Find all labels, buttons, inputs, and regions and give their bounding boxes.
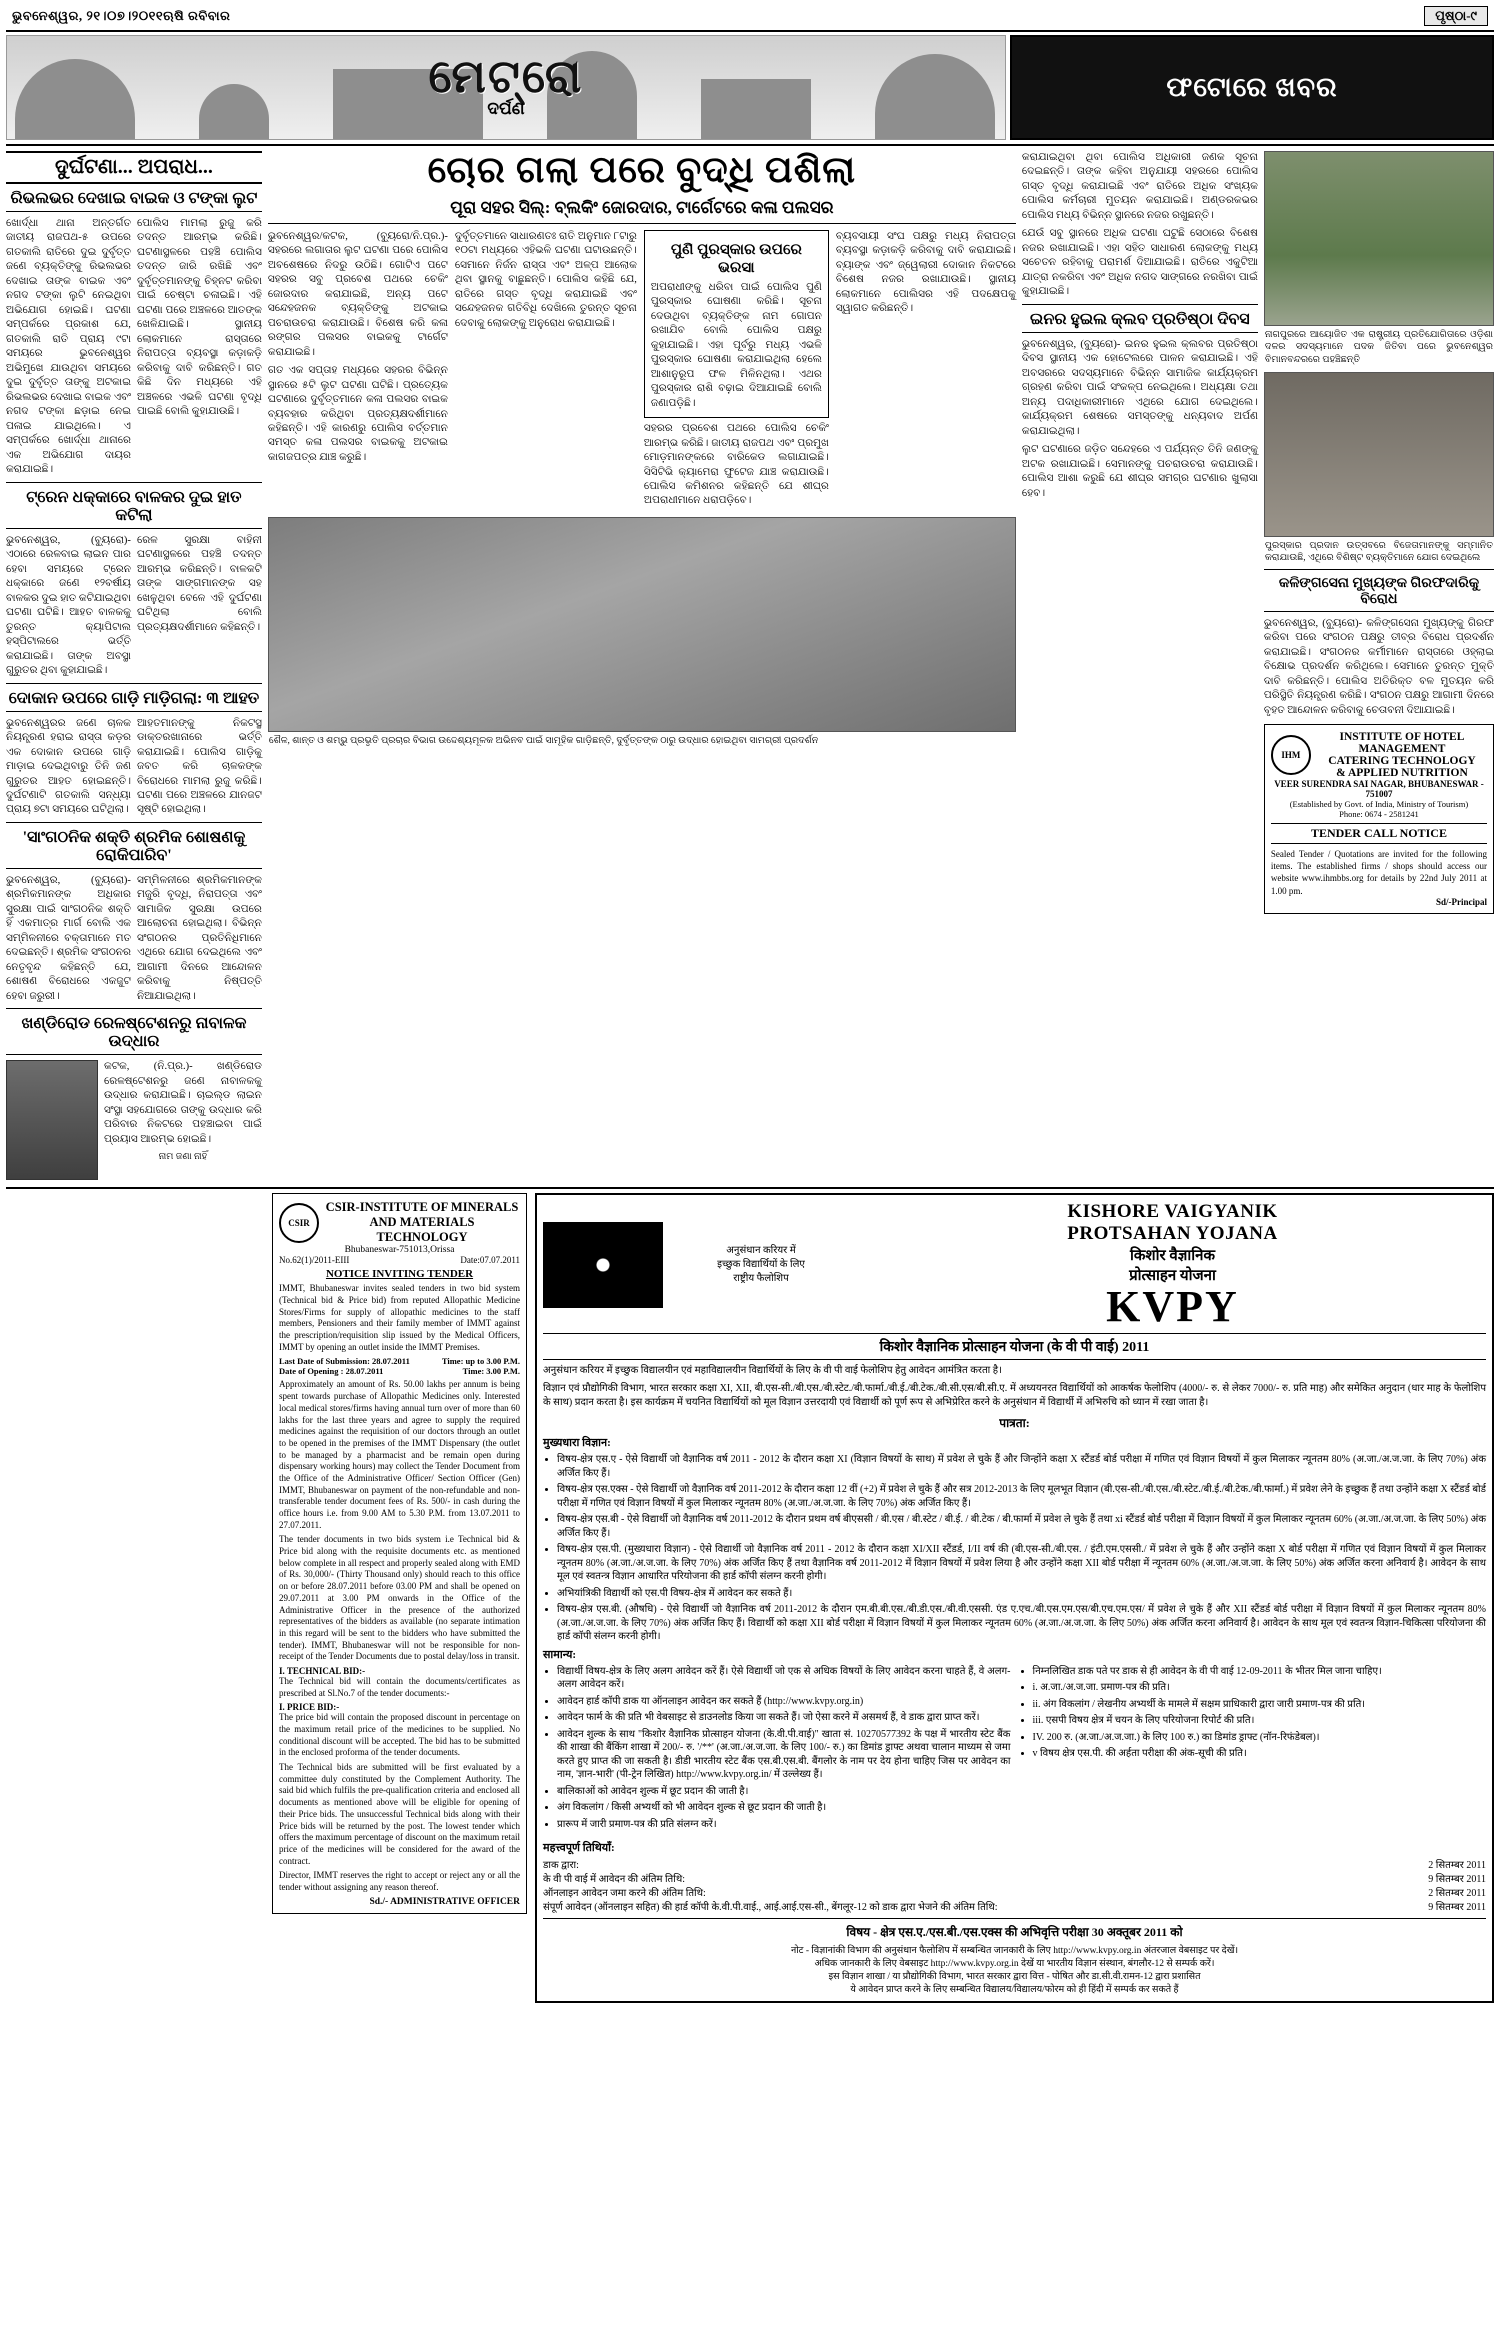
csir-address: Bhubaneswar-751013,Orissa xyxy=(344,1245,455,1256)
story-minor-rescue: କଟକ, (ନି.ପ୍ର.)- ଖଣ୍ଡିରୋଡ ରେଳଷ୍ଟେଶନରୁ ଜଣେ ନାବାଳକକୁ ଉଦ୍ଧାର କରାଯାଇଛି। ଚାଇଲ୍ଡ ଲାଇନ ସଂସ୍ଥା ସହଯୋଗରେ ତାଙ୍କୁ ଉଦ୍ଧାର କରି ପରିବାର ନିକଟରେ ପହଞ୍ଚାଇବା ପାଇଁ ପ୍ରୟାସ ଆରମ୍ଭ ହୋଇଛି। xyxy=(104,1061,262,1145)
kvpy-dept-text xyxy=(671,1244,851,1286)
csir-logo-icon: CSIR xyxy=(279,1203,319,1243)
story-labour-part1: ଭୁବନେଶ୍ୱର, (ବ୍ୟୁରୋ)- ଶ୍ରମିକମାନଙ୍କ ଅଧିକାର ସୁରକ୍ଷା ପାଇଁ ସାଂଗଠନିକ ଶକ୍ତି ହିଁ ଏକମାତ୍ର ମାର୍ଗ ବୋଲି ଏକ ସମ୍ମିଳନୀରେ ବକ୍ତାମାନେ ମତ ଦେଇଛନ୍ତି। ଶ୍ରମିକ ସଂଗଠନର ନେତୃବୃନ୍ଦ କହିଛନ୍ତି ଯେ, ଶୋଷଣ ବିରୋଧରେ ଏକଜୁଟ ହେବା ଜରୁରୀ। xyxy=(6,874,131,1002)
award-ceremony-photo xyxy=(1264,372,1494,537)
kvpy-star-icon xyxy=(543,1222,663,1308)
column-right xyxy=(1264,151,1494,914)
csir-price-bid-text: The price bid will contain the proposed discount in percentage on the maximum retail price of the medicines to be supplied. No conditional discount will be accepted. The bid has to be submitted in the enclosed proforma of the tender documents. xyxy=(279,1712,520,1758)
continued-story-top: କରାଯାଇଥିବା ଥିବା ପୋଲିସ ଅଧିକାରୀ ଜଣକ ସୂଚନା ଦେଇଛନ୍ତି। ତାଙ୍କ କହିବା ଅନୁଯାୟୀ ସହରରେ ପୋଲିସ ଗସ୍ତ ବୃଦ୍ଧି କରାଯାଇଛି ଏବଂ ରାତିରେ ଅଧିକ ସଂଖ୍ୟକ ପୋଲିସ କର୍ମଚାରୀ ମୁତୟନ କରାଯାଇଛି। ଅଣ୍ଡରକଭର ପୋଲିସ ମଧ୍ୟ ବିଭିନ୍ନ ସ୍ଥାନରେ ନଜର ରଖୁଛନ୍ତି। xyxy=(1021,152,1258,221)
kvpy-dept-line2: इच्छुक विद्यार्थियों के लिए xyxy=(717,1259,805,1271)
bottom-ad-row xyxy=(6,1193,1494,2003)
kvpy-footer-exam-date: विषय - क्षेत्र एस.ए./एस.बी./एस.एक्स की अभिवृत्ति परीक्षा 30 अक्तूबर 2011 को xyxy=(543,1918,1486,1940)
continued-story-bottom: ଲୁଟ ଘଟଣାରେ ଜଡ଼ିତ ସନ୍ଦେହରେ ଏ ପର୍ଯ୍ୟନ୍ତ ତିନି ଜଣଙ୍କୁ ଅଟକ ରଖାଯାଇଛି। ସେମାନଙ୍କୁ ପଚରାଉଚରା କରାଯାଉଛି। ପୋଲିସ ଆଶା କରୁଛି ଯେ ଶୀଘ୍ର ସମଗ୍ର ଘଟଣାର ଖୁଲାସା ହେବ। xyxy=(1021,444,1258,499)
list-item: • v विषय क्षेत्र एस.पी. की अर्हता परीक्षा की अंक-सूची की प्रति। xyxy=(1033,1747,1487,1761)
headline-robbery: ରିଭଲଭର ଦେଖାଇ ବାଇକ ଓ ଟଙ୍କା ଲୁଟ xyxy=(6,190,262,212)
list-item: • अभियांत्रिकी विद्यार्थी को एस.पी विषय-क्षेत्र में आवेदन कर सकते हैं। xyxy=(557,1587,1486,1601)
ihm-phone: Phone: 0674 - 2581241 xyxy=(1339,809,1419,820)
csir-immt-tender-ad xyxy=(272,1193,527,1913)
headline-shop-crash: ଦୋକାନ ଉପରେ ଗାଡ଼ି ମାଡ଼ିଗଲା: ୩ ଆହତ xyxy=(6,690,262,712)
crime-section-title: ଦୁର୍ଘଟଣା... ଅପରାଧ... xyxy=(6,151,262,184)
photo-name-label: ନାମ ଜଣା ନାହିଁ xyxy=(158,1152,208,1163)
kvpy-title-en2: PROTSAHAN YOJANA xyxy=(1067,1223,1278,1245)
kvpy-general-list xyxy=(557,1665,1011,1835)
kvpy-dept-line3: राष्ट्रीय फैलोशिप xyxy=(733,1273,789,1285)
list-item: • ii. अंग विकलांग / लेखनीय अभ्यर्थी के मामले में सक्षम प्राधिकारी द्वारा जारी प्रमाण-पत्र की प्रति। xyxy=(1033,1698,1487,1712)
csir-para2: Approximately an amount of Rs. 50.00 lakhs per annum is being spent towards purchase of Allopathic Medicines only. Interested local medical stores/firms having annual turn over of more than 60 lakhs for the last three years and agree to supply the required medicines against the requisition of our doctors through an outlet to be opened in the premises of the IMMT Dispensary (the outlet to be managed by a pharmacist and be remain open during dispensary working hours) may collect the Tender Document from the Office of the Administrative Officer/ Section Officer (Gen) IMMT, Bhubaneswar on payment of the non-refundable and non-transferable tender document fees of Rs. 500/- in cash during the office hours i.e. from 9.00 AM to 5.30 P.M. from 13.07.2011 to 27.07.2011. xyxy=(279,1379,520,1530)
csir-signature: Sd./- ADMINISTRATIVE OFFICER xyxy=(369,1896,520,1907)
list-item: • विषय-क्षेत्र एस.ए - ऐसे विद्यार्थी जो वैज्ञानिक वर्ष 2011 - 2012 के दौरान कक्षा XI (विज्ञान विषयों के साथ) में प्रवेश ले चुके हैं और जिन्होंने कक्षा X स्टैंडर्ड बोर्ड परीक्षा में गणित एवं विज्ञान विषयों में कुल मिलाकर न्यूनतम 80% (अ.जा./अ.ज.जा. के लिए 70%) अंक अर्जित किए हैं। xyxy=(557,1453,1486,1480)
kvpy-intro: अनुसंधान करियर में इच्छुक विद्यालयीन एवं महाविद्यालयीन विद्यार्थियों के लिए के वी पी वाई फेलोशिप हेतु आवेदन आमंत्रित करता है। xyxy=(543,1365,1002,1377)
story-inner-wheel: ଭୁବନେଶ୍ୱର, (ବ୍ୟୁରୋ)- ଇନର ହୁଇଲ କ୍ଲବର ପ୍ରତିଷ୍ଠା ଦିବସ ସ୍ଥାନୀୟ ଏକ ହୋଟେଲରେ ପାଳନ କରାଯାଇଛି। ଏହି ଅବସରରେ ସଦସ୍ୟମାନେ ବିଭିନ୍ନ ସାମାଜିକ କାର୍ଯ୍ୟକ୍ରମ ଗ୍ରହଣ କରିବା ପାଇଁ ସଂକଳ୍ପ ନେଇଥିଲେ। ଅଧ୍ୟକ୍ଷା ତଥା ଅନ୍ୟ ପଦାଧିକାରୀମାନେ ଏଥିରେ ଯୋଗ ଦେଇଥିଲେ। କାର୍ଯ୍ୟକ୍ରମ ଶେଷରେ ସମସ୍ତଙ୍କୁ ଧନ୍ୟବାଦ ଅର୍ପଣ କରାଯାଇଥିଲା। xyxy=(1021,338,1258,437)
top-bar xyxy=(6,4,1494,32)
headline-train-accident: ଟ୍ରେନ ଧକ୍କାରେ ବାଳକର ଦୁଇ ହାତ କଟିଲା xyxy=(6,489,262,529)
publication-title: ମେଟ୍ରୋ xyxy=(428,51,584,102)
masthead-title-block xyxy=(7,50,1005,119)
kvpy-acronym: KVPY xyxy=(1106,1282,1239,1332)
lead-photo xyxy=(268,517,1016,732)
headline-kalinga-sena: କଳିଙ୍ଗସେନା ମୁଖ୍ୟଙ୍କ ଗିରଫଦାରିକୁ ବିରୋଧ xyxy=(1264,576,1494,612)
kvpy-title-block xyxy=(859,1201,1486,1332)
kvpy-ad xyxy=(535,1193,1494,2003)
lead-photo-caption: ଶୈଳ, ଶାନ୍ତ ଓ ଶମ୍ଭୁ ପ୍ରଭୃତି ପ୍ରଚାର ବିଭାଗ ଉଦ୍ଦେଶ୍ୟମୂଳକ ଅଭିନବ ପାଇଁ ସାମୂହିକ ଗାଡ଼ିଛନ୍ତି, ଦୁର୍ବୃତ୍ତଙ୍କ ଠାରୁ ଉଦ୍ଧାର ହୋଇଥିବା ସାମଗ୍ରୀ ପ୍ରଦର୍ଶନ xyxy=(268,735,819,746)
rescued-boy-photo xyxy=(6,1060,98,1180)
list-item: • IV. 200 रु. (अ.जा./अ.ज.जा.) के लिए 100 रु.) का डिमांड ड्राफ्ट (नॉन-रिफंडेबल)। xyxy=(1033,1731,1487,1745)
kvpy-footer-note1: नोट - विज्ञानांकी विभाग की अनुसंधान फैलोशिप में सम्बन्धित जानकारी के लिए http://www.kvpy.org.in अंतरजाल वेबसाइट पर देखें। xyxy=(790,1946,1239,1957)
csir-org-line1: CSIR-INSTITUTE OF MINERALS xyxy=(325,1200,519,1215)
masthead-banner xyxy=(6,35,1006,140)
list-item: • आवेदन हार्ड कॉपी डाक या ऑनलाइन आवेदन कर सकते हैं (http://www.kvpy.org.in) xyxy=(557,1695,1011,1709)
kvpy-title-hi1: किशोर वैज्ञानिक xyxy=(1130,1248,1215,1265)
kvpy-footer-note2: अधिक जानकारी के लिए वेबसाइट http://www.kvpy.org.in देखें या भारतीय विज्ञान संस्थान, बंगलौर-12 से सम्पर्क करें। xyxy=(814,1959,1215,1970)
ihm-notice-body: Sealed Tender / Quotations are invited for the following items. The established firms / shops should access our website www.ihmbbs.org for details by 22nd July 2011 at 1.00 pm. xyxy=(1270,849,1487,896)
issue-date: ଭୁବନେଶ୍ୱର, ୨୧।୦୭।୨୦୧୧ଋଷି ରବିବାର xyxy=(12,8,231,23)
sports-team-photo xyxy=(1264,151,1494,326)
csir-technical-bid-text: The Technical bid will contain the documents/certificates as prescribed at Sl.No.7 of the tender documents:- xyxy=(279,1675,520,1698)
csir-para1: IMMT, Bhubaneswar invites sealed tenders in two bid system (Technical bid & Price bid) from reputed Allopathic Medicine Stores/Firms for supply of allopathic medicines to the staff members, Pensioners and their family member of IMMT against the prescription/requisition slip issued by the Medical Officers, IMMT by opening an outlet inside the IMMT Premises. xyxy=(279,1283,520,1352)
list-item: • निम्नलिखित डाक पते पर डाक से ही आवेदन के वी पी वाई 12-09-2011 के भीतर मिल जाना चाहिए। xyxy=(1033,1665,1487,1679)
ihm-notice-title: TENDER CALL NOTICE xyxy=(1271,823,1487,844)
kvpy-footer-note4: ये आवेदन प्राप्त करने के लिए सम्बन्धित विद्यालय/विद्यालय/फोरम को ही हिंदी में सम्पर्क कर सकते हैं xyxy=(850,1985,1179,1996)
list-item: • बालिकाओं को आवेदन शुल्क में छूट प्रदान की जाती है। xyxy=(557,1785,1011,1799)
column-left xyxy=(6,151,262,1183)
story-train-part1: ଭୁବନେଶ୍ୱର, (ବ୍ୟୁରୋ)- ଏଠାରେ ରେଳବାଇ ଲାଇନ ପାର ହେବା ସମୟରେ ଟ୍ରେନ ଧକ୍କାରେ ଜଣେ ୧୨ବର୍ଷୀୟ ବାଳକର ଦୁଇ ହାତ କଟିଯାଇଥିବା ଘଟଣା ଘଟିଛି। ଆହତ ବାଳକକୁ ତୁରନ୍ତ କ୍ୟାପିଟାଲ ହସ୍ପିଟାଲରେ ଭର୍ତ୍ତି କରାଯାଇଛି। ତାଙ୍କ ଅବସ୍ଥା ଗୁରୁତର ଥିବା କୁହାଯାଇଛି। xyxy=(6,534,131,677)
csir-para4: The Technical bids are submitted will be first evaluated by a committee duly constituted by the Complement Authority. The said bid which fulfils the pre-qualification criteria and enclosed all documents as mentioned above will be eligible for opening of their Price bids. The unsuccessful Technical bids along with their Price bids will be returned by the post. The lowest tender which offers the maximum percentage of discount on the maximum retail price of the medicines will be considered for the award of the contract. xyxy=(279,1762,520,1866)
lead-story-col4: ବ୍ୟବସାୟୀ ସଂଘ ପକ୍ଷରୁ ମଧ୍ୟ ନିରାପତ୍ତା ବ୍ୟବସ୍ଥା କଡ଼ାକଡ଼ି କରିବାକୁ ଦାବି କରାଯାଇଛି। ବ୍ୟାଙ୍କ ଏବଂ ଜ୍ୱେଲାରୀ ଦୋକାନ ନିକଟରେ ବିଶେଷ ନଜର ରଖାଯାଉଛି। ସ୍ଥାନୀୟ ଲୋକମାନେ ପୋଲିସର ଏହି ପଦକ୍ଷେପକୁ ସ୍ୱାଗତ କରିଛନ୍ତି। xyxy=(835,230,1016,315)
csir-open-time: Time: 3.00 P.M. xyxy=(462,1366,520,1377)
csir-notice-title: NOTICE INVITING TENDER xyxy=(325,1268,474,1281)
kvpy-dept-line1: अनुसंधान करियर में xyxy=(726,1245,796,1257)
list-item: • विषय-क्षेत्र एस.बी. (औषधि) - ऐसे विद्यार्थी जो वैज्ञानिक वर्ष 2011-2012 के दौरान एम.बी.बी.एस./बी.डी.एस./बी.वी.एससी. एंड ए.एच./बी.एस.एम.एस/बी.एच.एम.एस/ में प्रवेश ले चुके हैं और XII स्टैंडर्ड बोर्ड परीक्षा में विज्ञान विषयों में कुल मिलाकर न्यूनतम 80% (अ.जा./अ.ज.जा. के लिए 70%) अंक अर्जित किए हैं। विद्यार्थी को कक्षा XII बोर्ड परीक्षा में विज्ञान विषयों में कुल मिलाकर न्यूनतम 60% (अ.जा./अ.ज.जा. के लिए 50%) अंक अर्जित करना अनिवार्य है। आवेदन के साथ मूल एवं स्वतन्त्र विज्ञान-चिकित्सा परियोजना की हार्ड कॉपी संलग्न करनी होगी। xyxy=(557,1603,1486,1644)
list-item: • अंग विकलांग / किसी अभ्यर्थी को भी आवेदन शुल्क से छूट प्रदान की जाती है। xyxy=(557,1801,1011,1815)
kvpy-para1: विज्ञान एवं प्रौद्योगिकी विभाग, भारत सरकार कक्षा XI, XII, बी.एस-सी./बी.एस./बी.स्टेट./बी.फार्मा./बी.ई./बी.टेक./बी.सी.एस/बी.सी.ए. में अध्ययनरत विद्यार्थियों को आकर्षक फेलोशिप (4000/- रु. से लेकर 7000/- रु. प्रति माह) और समेकित अनुदान (धार माह के फेलोशिप के साथ) प्रदान करता है। इस कार्यक्रम में चयनित विद्यार्थियों को मूल विज्ञान उत्तरदायी एवं विद्यार्थी को पूर्ण रूप से अभिप्रेरित करने के अनुसंधान में विद्यार्थी में अभिरुचि को ध्यान में रखा जाता है। xyxy=(543,1383,1486,1409)
list-item: • प्रारूप में जारी प्रमाण-पत्र की प्रति संलग्न करें। xyxy=(557,1818,1011,1832)
kvpy-date-label-0: डाक द्वारा: xyxy=(543,1860,579,1872)
csir-open-date: Date of Opening : 28.07.2011 xyxy=(279,1366,384,1377)
kvpy-title-hi2: प्रोत्साहन योजना xyxy=(1129,1268,1216,1285)
reward-box xyxy=(644,230,829,418)
csir-date: Date:07.07.2011 xyxy=(460,1255,520,1266)
kvpy-title-en1: KISHORE VAIGYANIK xyxy=(1067,1201,1278,1223)
story-kalinga-sena: ଭୁବନେଶ୍ୱର, (ବ୍ୟୁରୋ)- କଳିଙ୍ଗସେନା ମୁଖ୍ୟଙ୍କୁ ଗିରଫ କରିବା ପରେ ସଂଗଠନ ପକ୍ଷରୁ ତୀବ୍ର ବିରୋଧ ପ୍ରଦର୍ଶନ କରାଯାଇଛି। ସଂଗଠନର କର୍ମୀମାନେ ରାସ୍ତାରେ ଓହ୍ଲାଇ ବିକ୍ଷୋଭ ପ୍ରଦର୍ଶନ କରିଥିଲେ। ସେମାନେ ତୁରନ୍ତ ମୁକ୍ତି ଦାବି କରିଛନ୍ତି। ପୋଲିସ ଅତିରିକ୍ତ ବଳ ମୁତୟନ କରି ପରିସ୍ଥିତି ନିୟନ୍ତ୍ରଣ କରିଛି। ସଂଗଠନ ପକ୍ଷରୁ ଆଗାମୀ ଦିନରେ ବୃହତ ଆନ୍ଦୋଳନ କରିବାକୁ ଚେତାବନୀ ଦିଆଯାଇଛି। xyxy=(1263,617,1494,716)
lead-story-col1b: ଗତ ଏକ ସପ୍ତାହ ମଧ୍ୟରେ ସହରର ବିଭିନ୍ନ ସ୍ଥାନରେ ୫ଟି ଲୁଟ ଘଟଣା ଘଟିଛି। ପ୍ରତ୍ୟେକ ଘଟଣାରେ ଦୁର୍ବୃତ୍ତମାନେ କଳା ପଲସର ବାଇକ ବ୍ୟବହାର କରିଥିବା ପ୍ରତ୍ୟକ୍ଷଦର୍ଶୀମାନେ କହିଛନ୍ତି। ଏହି କାରଣରୁ ପୋଲିସ ବର୍ତ୍ତମାନ ସମସ୍ତ କଳା ପଲସର ବାଇକକୁ ଅଟକାଇ କାଗଜପତ୍ର ଯାଞ୍ଚ କରୁଛି। xyxy=(267,365,448,463)
ihm-title-line1: INSTITUTE OF HOTEL MANAGEMENT xyxy=(1339,731,1465,756)
center-package xyxy=(268,151,1016,747)
kvpy-general-head: सामान्य: xyxy=(543,1648,576,1661)
kvpy-footer-note3: इस विज्ञान शाखा / या प्रौद्योगिकी विभाग, भारत सरकार द्वारा वित्त - पोषित और डा.सी.वी.रामन-12 द्वारा प्रशासित xyxy=(828,1972,1201,1983)
kvpy-date-value-0: 2 सितम्बर 2011 xyxy=(1428,1860,1486,1872)
headline-labour: 'ସାଂଗଠନିକ ଶକ୍ତି ଶ୍ରମିକ ଶୋଷଣକୁ ରୋକିପାରିବ' xyxy=(6,829,262,869)
kvpy-dates-head: महत्त्वपूर्ण तिथियाँ: xyxy=(543,1842,615,1855)
page-number: ପୃଷ୍ଠା-୯ xyxy=(1424,6,1488,26)
list-item: • iii. एसपी विषय क्षेत्र में चयन के लिए परियोजना रिपोर्ट की प्रति। xyxy=(1033,1714,1487,1728)
ihm-signature: Sd/-Principal xyxy=(1435,896,1487,907)
list-item: • विषय-क्षेत्र एस.एक्स - ऐसे विद्यार्थी जो वैज्ञानिक वर्ष 2011-2012 के दौरान कक्षा 12 वीं (+2) में प्रवेश ले चुके हैं और सत्र 2012-2013 के लिए मूलभूत विज्ञान (बी.एस-सी./बी.एस./बी.स्टेट./बी.ई./बी.टेक./बी.फार्मा.) में प्रवेश लेने के इच्छुक हैं तथा उन्होंने कक्षा X स्टैंडर्ड बोर्ड परीक्षा में गणित एवं विज्ञान विषयों में कुल मिलाकर न्यूनतम 80% (अ.जा./अ.ज.जा. के लिए 70%) अंक अर्जित किए हैं। xyxy=(557,1483,1486,1510)
reward-box-text: ଅପରାଧୀଙ୍କୁ ଧରିବା ପାଇଁ ପୋଲିସ ପୁଣି ପୁରସ୍କାର ଘୋଷଣା କରିଛି। ସୂଚନା ଦେଉଥିବା ବ୍ୟକ୍ତିଙ୍କ ନାମ ଗୋପନ ରଖାଯିବ ବୋଲି ପୋଲିସ ପକ୍ଷରୁ କୁହାଯାଇଛି। ଏହା ପୂର୍ବରୁ ମଧ୍ୟ ଏଭଳି ପୁରସ୍କାର ଘୋଷଣା କରାଯାଇଥିଲା ହେଲେ ଆଶାନୁରୂପ ଫଳ ମିଳିନଥିଲା। ଏଥର ପୁରସ୍କାର ରାଶି ବଢ଼ାଇ ଦିଆଯାଇଛି ବୋଲି ଜଣାପଡ଼ିଛି। xyxy=(650,281,822,409)
ihm-title-line2: CATERING TECHNOLOGY xyxy=(1328,755,1476,768)
list-item: • विषय-क्षेत्र एस.बी - ऐसे विद्यार्थी जो वैज्ञानिक वर्ष 2011-2012 के दौरान प्रथम वर्ष बीएससी / बी.एस / बी.स्टेट / बी.ई. / बी.टेक / बी.फार्मा में प्रवेश ले चुके हैं तथा xi स्टैंडर्ड बोर्ड परीक्षा में विज्ञान विषयों में कुल मिलाकर न्यूनतम 60% (अ.जा./अ.ज.जा. के लिए 50%) अंक अर्जित किए हैं। xyxy=(557,1513,1486,1540)
kvpy-eligibility-list xyxy=(557,1453,1486,1644)
kvpy-date-value-1: 9 सितम्बर 2011 xyxy=(1428,1874,1486,1886)
story-labour-part2: ସମ୍ମିଳନୀରେ ଶ୍ରମିକମାନଙ୍କ ମଜୁରି ବୃଦ୍ଧି, ନିରାପତ୍ତା ଏବଂ ସାମାଜିକ ସୁରକ୍ଷା ଉପରେ ଆଲୋଚନା ହୋଇଥିଲା। ବିଭିନ୍ନ ସଂଗଠନର ପ୍ରତିନିଧିମାନେ ଏଥିରେ ଯୋଗ ଦେଇଥିଲେ ଏବଂ ଆଗାମୀ ଦିନରେ ଆନ୍ଦୋଳନ କରିବାକୁ ନିଷ୍ପତ୍ତି ନିଆଯାଇଥିଲା। xyxy=(136,874,262,1002)
story-train-part2: ରେଳ ସୁରକ୍ଷା ବାହିନୀ ଘଟଣାସ୍ଥଳରେ ପହଞ୍ଚି ତଦନ୍ତ ଆରମ୍ଭ କରିଛନ୍ତି। ବାଳକଟି ତାଙ୍କ ସାଙ୍ଗମାନଙ୍କ ସହ ଖେଳୁଥିବା ବେଳେ ଏହି ଦୁର୍ଘଟଣା ଘଟିଥିଲା ବୋଲି ପ୍ରତ୍ୟକ୍ଷଦର୍ଶୀମାନେ କହିଛନ୍ତି। xyxy=(136,534,262,633)
continued-story-mid: ଯେଉଁ ସବୁ ସ୍ଥାନରେ ଅଧିକ ଘଟଣା ଘଟୁଛି ସେଠାରେ ବିଶେଷ ନଜର ରଖାଯାଇଛି। ଏହା ସହିତ ସାଧାରଣ ଲୋକଙ୍କୁ ମଧ୍ୟ ସଚେତନ ରହିବାକୁ ପରାମର୍ଶ ଦିଆଯାଇଛି। ରାତିରେ ଏକୁଟିଆ ଯାତ୍ରା ନକରିବା ଏବଂ ଅଧିକ ନଗଦ ସାଙ୍ଗରେ ନରଖିବା ପାଇଁ କୁହାଯାଇଛି। xyxy=(1021,228,1258,298)
lead-story-col2: ଦୁର୍ବୃତ୍ତମାନେ ସାଧାରଣତଃ ରାତି ଅନୁମାନ ୮ଟାରୁ ୧୦ଟା ମଧ୍ୟରେ ଏହିଭଳି ଘଟଣା ଘଟାଉଛନ୍ତି। ସେମାନେ ନିର୍ଜନ ରାସ୍ତା ଏବଂ ଅଳ୍ପ ଆଲୋକ ଥିବା ସ୍ଥାନକୁ ବାଛୁଛନ୍ତି। ପୋଲିସ କହିଛି ଯେ, ରାତିରେ ଗସ୍ତ ବୃଦ୍ଧି କରାଯାଇଛି ଏବଂ ସନ୍ଦେହଜନକ ଗତିବିଧି ଦେଖିଲେ ତୁରନ୍ତ ସୂଚନା ଦେବାକୁ ଲୋକଙ୍କୁ ଅନୁରୋଧ କରାଯାଇଛି। xyxy=(454,230,637,329)
story-robbery-part1: ଖୋର୍ଦ୍ଧା ଥାନା ଅନ୍ତର୍ଗତ ଜାତୀୟ ରାଜପଥ-୫ ଉପରେ ଗତକାଲି ରାତିରେ ଦୁଇ ଦୁର୍ବୃତ୍ତ ଜଣେ ବ୍ୟକ୍ତିଙ୍କୁ ରିଭଲଭର ଦେଖାଇ ତାଙ୍କ ବାଇକ ଏବଂ ନଗଦ ଟଙ୍କା ଲୁଟି ନେଇଥିବା ଅଭିଯୋଗ ହୋଇଛି। ଘଟଣା ସମ୍ପର୍କରେ ପ୍ରକାଶ ଯେ, ଗତକାଲି ରାତି ପ୍ରାୟ ୯ଟା ସମୟରେ ଭୁବନେଶ୍ୱର ଅଭିମୁଖେ ଯାଉଥିବା ସମୟରେ ଦୁଇ ଦୁର୍ବୃତ୍ତ ତାଙ୍କୁ ଅଟକାଇ ରିଭଲଭର ଦେଖାଇ ବାଇକ ଏବଂ ନଗଦ ଟଙ୍କା ଛଡ଼ାଇ ନେଇ ପଳାଇ ଯାଇଥିଲେ। ଏ ସମ୍ପର୍କରେ ଖୋର୍ଦ୍ଧା ଥାନାରେ ଏକ ଅଭିଯୋଗ ଦାୟର କରାଯାଇଛି। xyxy=(6,218,131,476)
csir-para3: The tender documents in two bids system i.e Technical bid & Price bid along with the requisite documents etc. as mentioned below complete in all respect and properly sealed along with EMD of Rs. 30,000/- (Thirty Thousand only) should reach to this office on or before 28.07.2011 before 03.00 PM and shall be opened on 29.07.2011 at 3.00 PM onwards in the Office of the Administrative Officer in the presence of the authorized representatives of the bidders as available (no separate intimation in this regard will be sent to the bidders who have submitted the tender). IMMT, Bhubaneswar will not be responsible for non-receipt of the Tender Documents due to postal delay/loss in transit. xyxy=(279,1534,520,1662)
list-item: • i. अ.जा./अ.ज.जा. प्रमाण-पत्र की प्रति। xyxy=(1033,1681,1487,1695)
csir-last-date: Last Date of Submission: 28.07.2011 xyxy=(279,1356,410,1367)
photo-banner xyxy=(1010,35,1494,140)
ihm-address: VEER SURENDRA SAI NAGAR, BHUBANESWAR - 751007 xyxy=(1274,779,1484,800)
csir-ref-no: No.62(1)/2011-EIII xyxy=(279,1255,350,1266)
csir-para5: Director, IMMT reserves the right to accept or reject any or all the tender without assigning any reason thereof. xyxy=(279,1870,520,1892)
headline-inner-wheel: ଇନର ହୁଇଲ କ୍ଲବ ପ୍ରତିଷ୍ଠା ଦିବସ xyxy=(1022,311,1258,333)
sports-team-caption: ନାଗପୁରରେ ଆୟୋଜିତ ଏକ ରାଷ୍ଟ୍ରୀୟ ପ୍ରତିଯୋଗିତାରେ ଓଡ଼ିଶା ଦଳର ସଦସ୍ୟମାନେ ପଦକ ଜିତିବା ପରେ ଭୁବନେଶ୍ୱର ବିମାନବନ୍ଦରରେ ପହଞ୍ଚିଛନ୍ତି xyxy=(1264,330,1493,365)
column-four xyxy=(1022,151,1258,501)
photo-banner-label: ଫଟୋରେ ଖବର xyxy=(1166,71,1338,102)
ihm-title-line3: & APPLIED NUTRITION xyxy=(1336,767,1468,780)
csir-price-bid-label: I. PRICE BID:- xyxy=(279,1702,340,1713)
ihm-established: (Established by Govt. of India, Ministry of Tourism) xyxy=(1289,799,1469,810)
main-columns xyxy=(6,151,1494,1183)
csir-technical-bid-label: I. TECHNICAL BID:- xyxy=(279,1665,366,1676)
lead-deck: ପୂରା ସହର ସିଲ୍: ବ୍ଲକିଂ ଜୋରଦାର, ଟାର୍ଗେଟରେ କଳା ପଲସର xyxy=(268,198,1016,224)
ihm-logo-icon: IHM xyxy=(1271,735,1311,775)
story-robbery-part2: ପୋଲିସ ମାମଲା ରୁଜୁ କରି ତଦନ୍ତ ଆରମ୍ଭ କରିଛି। ଘଟଣାସ୍ଥଳରେ ପହଞ୍ଚି ପୋଲିସ ତଦନ୍ତ ଜାରି ରଖିଛି ଏବଂ ଦୁର୍ବୃତ୍ତମାନଙ୍କୁ ଚିହ୍ନଟ କରିବା ପାଇଁ ଚେଷ୍ଟା ଚଳାଇଛି। ଏହି ଘଟଣା ପରେ ଅଞ୍ଚଳରେ ଆତଙ୍କ ଖେଳିଯାଇଛି। ସ୍ଥାନୀୟ ଲୋକମାନେ ରାସ୍ତାରେ ନିରାପତ୍ତା ବ୍ୟବସ୍ଥା କଡ଼ାକଡ଼ି କରିବାକୁ ଦାବି କରିଛନ୍ତି। ଗତ କିଛି ଦିନ ମଧ୍ୟରେ ଏହି ଅଞ୍ଚଳରେ ଏଭଳି ଘଟଣା ବୃଦ୍ଧି ପାଇଛି ବୋଲି କୁହାଯାଉଛି। xyxy=(136,218,262,418)
kvpy-date-value-2: 2 सितम्बर 2011 xyxy=(1428,1888,1486,1900)
list-item: • आवेदन फार्म के की प्रति भी वेबसाइट से डाउनलोड किया जा सकते हैं। जो ऐसा करने में असमर्थ हैं, वे डाक द्वारा प्राप्त करें। xyxy=(557,1711,1011,1725)
csir-last-time: Time: up to 3.00 P.M. xyxy=(441,1356,520,1367)
csir-org-line2: AND MATERIALS TECHNOLOGY xyxy=(369,1215,475,1245)
kvpy-stream-head: मुख्यधारा विज्ञान: xyxy=(543,1437,611,1450)
publication-subtitle: ଦର୍ପଣ xyxy=(487,99,525,118)
kvpy-date-label-2: ऑनलाइन आवेदन जमा करने की अंतिम तिथि: xyxy=(543,1888,706,1900)
kvpy-header xyxy=(543,1201,1486,1332)
reward-box-headline: ପୁଣି ପୁରସ୍କାର ଉପରେ ଭରସା xyxy=(670,241,802,276)
kvpy-documents-list xyxy=(1033,1665,1487,1835)
masthead xyxy=(6,35,1494,140)
lead-headline: ଚୋର ଗଲା ପରେ ବୁଦ୍ଧି ପଶିଲା xyxy=(427,150,857,191)
kvpy-date-value-3: 9 सितम्बर 2011 xyxy=(1428,1902,1486,1914)
lead-story-col3: ସହରର ପ୍ରବେଶ ପଥରେ ପୋଲିସ ଚେକିଂ ଆରମ୍ଭ କରିଛି। ଜାତୀୟ ରାଜପଥ ଏବଂ ପ୍ରମୁଖ ମୋଡ଼ମାନଙ୍କରେ ବାରିକେଡ ଲଗାଯାଇଛି। ସିସିଟିଭି କ୍ୟାମେରା ଫୁଟେଜ ଯାଞ୍ଚ କରାଯାଉଛି। ପୋଲିସ କମିଶନର କହିଛନ୍ତି ଯେ ଶୀଘ୍ର ଅପରାଧୀମାନେ ଧରାପଡ଼ିବେ। xyxy=(643,423,829,507)
kvpy-left-block xyxy=(543,1435,1486,1913)
kvpy-scheme-strip: किशोर वैज्ञानिक प्रोत्साहन योजना (के वी पी वाई) 2011 xyxy=(543,1333,1486,1360)
story-shop-part2: ଆହତମାନଙ୍କୁ ନିକଟସ୍ଥ ଡାକ୍ତରଖାନାରେ ଭର୍ତ୍ତି କରାଯାଇଛି। ପୋଲିସ ଗାଡ଼ିକୁ ଜବତ କରି ଚାଳକଙ୍କ ବିରୋଧରେ ମାମଲା ରୁଜୁ କରିଛି। ଘଟଣା ପରେ ଅଞ୍ଚଳରେ ଯାନଜଟ ସୃଷ୍ଟି ହୋଇଥିଲା। xyxy=(136,717,262,816)
award-ceremony-caption: ପୁରସ୍କାର ପ୍ରଦାନ ଉତ୍ସବରେ ବିଜେତାମାନଙ୍କୁ ସମ୍ମାନିତ କରାଯାଉଛି, ଏଥିରେ ବିଶିଷ୍ଟ ବ୍ୟକ୍ତିମାନେ ଯୋଗ ଦେଇଥିଲେ xyxy=(1264,541,1493,564)
list-item: • आवेदन शुल्क के साथ "किशोर वैज्ञानिक प्रोत्साहन योजना (के.वी.पी.वाई)" खाता सं. 10270577392 के पक्ष में भारतीय स्टेट बैंक की शाखा की बैंकिंग शाखा में 200/- रु. '/**' (अ.जा./अ.ज.जा. के लिए 100/- रु.) का डिमांड ड्राफ्ट अथवा चालान माध्यम से जमा करते हुए प्राप्त की जा सकती है। डीडी भारतीय स्टेट बैंक एस.बी.एस.बी. बैंगलोर के नाम पर देय होना चाहिए जिस पर आवेदन का नाम, 'ज्ञान-भारी' (पी-ट्रेन लिखित) http://www.kvpy.org.in/ में उल्लेख्य हैं। xyxy=(557,1728,1011,1782)
list-item: • विषय-क्षेत्र एस.पी. (मुख्यधारा विज्ञान) - ऐसे विद्यार्थी जो वैज्ञानिक वर्ष 2011 - 2012 के दौरान कक्षा XI/XII स्टैंडर्ड, I/II वर्ष की (बी.एस-सी./बी.एस. / इंटी.एम.एससी./ में प्रवेश ले चुके हैं और उन्होंने कक्षा X बोर्ड परीक्षा में गणित एवं विज्ञान विषयों में कुल मिलाकर न्यूनतम 80% (अ.जा./अ.ज.जा. के लिए 70%) अंक अर्जित किए हैं तथा वैज्ञानिक वर्ष 2011-2012 में विज्ञान विषयों में प्रवेश लिया है और उन्होंने कक्षा XII बोर्ड परीक्षा में न्यूनतम 60% (अ.जा./अ.ज.जा. के लिए 50%) अंक अर्जित करना अनिवार्य है। आवेदन के साथ मूल एवं स्वतन्त्र विज्ञान आधारित परियोजना की हार्ड कॉपी संलग्न करनी होगी। xyxy=(557,1543,1486,1584)
story-shop-part1: ଭୁବନେଶ୍ୱରର ଜଣେ ଚାଳକ ନିୟନ୍ତ୍ରଣ ହରାଇ ରାସ୍ତା କଡ଼ର ଏକ ଦୋକାନ ଉପରେ ଗାଡ଼ି ମାଡ଼ାଇ ଦେଇଥିବାରୁ ତିନି ଜଣ ଗୁରୁତର ଆହତ ହୋଇଛନ୍ତି। ଦୁର୍ଘଟଣାଟି ଗତକାଲି ସନ୍ଧ୍ୟା ପ୍ରାୟ ୭ଟା ସମୟରେ ଘଟିଥିଲା। xyxy=(6,717,131,816)
list-item: • विद्यार्थी विषय-क्षेत्र के लिए अलग आवेदन करें हैं। ऐसे विद्यार्थी जो एक से अधिक विषयों के लिए आवेदन करना चाहते हैं, वे अलग-अलग आवेदन करें। xyxy=(557,1665,1011,1692)
kvpy-date-label-1: के वी पी वाई में आवेदन की अंतिम तिथि: xyxy=(543,1874,686,1886)
lead-story-col1: ଭୁବନେଶ୍ୱର/କଟକ, (ବ୍ୟୁରୋ/ନି.ପ୍ର.)- ସହରରେ ଲଗାତାର ଲୁଟ ଘଟଣା ପରେ ପୋଲିସ ଅବଶେଷରେ ନିଦରୁ ଉଠିଛି। ଗୋଟିଏ ପଟେ ସହରର ସବୁ ପ୍ରବେଶ ପଥରେ ଚେକିଂ ଜୋରଦାର କରାଯାଇଛି, ଅନ୍ୟ ପଟେ ସନ୍ଦେହଜନକ ବ୍ୟକ୍ତିଙ୍କୁ ଅଟକାଇ ପଚରାଉଚରା କରାଯାଉଛି। ବିଶେଷ କରି କଳା ରଙ୍ଗର ପଲସର ବାଇକକୁ ଟାର୍ଗେଟ କରାଯାଇଛି। xyxy=(267,230,448,358)
kvpy-date-label-3: संपूर्ण आवेदन (ऑनलाइन सहित) की हार्ड कॉपी के.वी.पी.वाई., आई.आई.एस-सी., बेंगलूर-12 को डाक द्वारा भेजने की अंतिम तिथि: xyxy=(543,1902,998,1914)
kvpy-eligibility-head: पात्रता: xyxy=(999,1416,1030,1431)
headline-minor-rescue: ଖଣ୍ଡିରୋଡ ରେଳଷ୍ଟେଶନରୁ ନାବାଳକ ଉଦ୍ଧାର xyxy=(6,1015,262,1055)
ihm-tender-ad xyxy=(1264,724,1494,914)
